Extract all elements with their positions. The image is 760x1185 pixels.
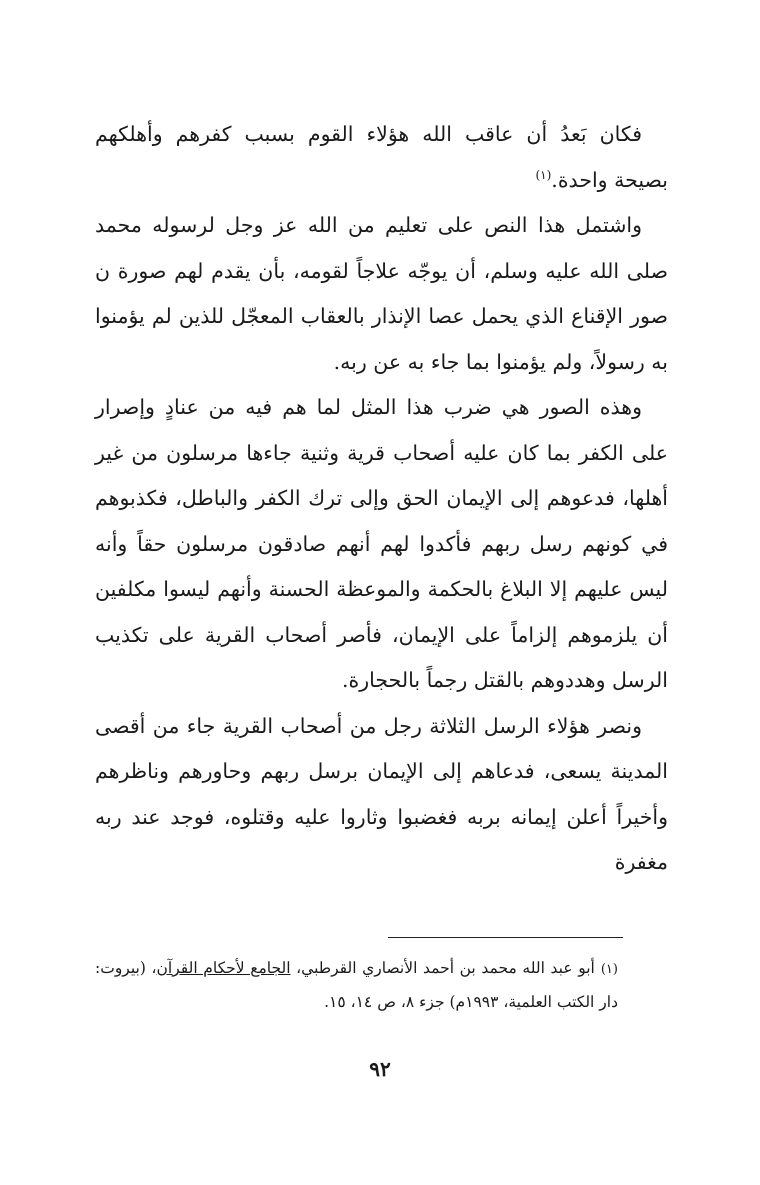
footnote-text (95, 952, 618, 1019)
footnote (95, 952, 618, 1019)
paragraph-3: وهذه الصور هي ضرب هذا المثل لما هم فيه من عنادٍ وإصرار على الكفر بما كان عليه أصحاب قرية وثنية جاءها مرسلون من غير أهلها، فدعوهم إلى الإيمان الحق وإلى ترك الكفر والباطل، فكذبوهم في كونهم رسل ربهم فأكدوا لهم أنهم صادقون مرسلون حقاً وأنه ليس عليهم إلا البلاغ بالحكمة والموعظة الحسنة وأنهم ليسوا مكلفين أن يلزموهم إلزاماً على الإيمان، فأصر أصحاب القرية على تكذيب الرسل وهددوهم بالقتل رجماً بالحجارة. (95, 395, 668, 692)
footnote-publication: ، (بيروت: دار الكتب العلمية، ١٩٩٣م) جزء ٨، ص ١٤، ١٥. (95, 959, 618, 1011)
footnote-book-title: الجامع لأحكام القرآن (156, 959, 291, 977)
paragraph-2: واشتمل هذا النص على تعليم من الله عز وجل لرسوله محمد صلى الله عليه وسلم، أن يوجّه علاجاً لقومه، بأن يقدم لهم صورة ن صور الإقناع الذي يحمل عصا الإنذار بالعقاب المعجّل للذين لم يؤمنوا به رسولاً، ولم يؤمنوا بما جاء به عن ربه. (95, 213, 668, 374)
paragraph-1 (95, 112, 668, 203)
paragraph-4: ونصر هؤلاء الرسل الثلاثة رجل من أصحاب القرية جاء من أقصى المدينة يسعى، فدعاهم إلى الإيمان برسل ربهم وحاورهم وناظرهم وأخيراً أعلن إيمانه بربه فغضبوا وثاروا عليه وقتلوه، فوجد عند ربه مغفرة (95, 713, 668, 874)
footnote-number: (١) (600, 962, 618, 977)
footnote-divider (388, 937, 623, 938)
footnote-marker: (١) (535, 167, 552, 182)
footnote-author: أبو عبد الله محمد بن أحمد الأنصاري القرطبي، (296, 959, 595, 977)
paragraph-1-text: فكان بَعدُ أن عاقب الله هؤلاء القوم بسبب كفرهم وأهلكهم بصيحة واحدة. (95, 122, 668, 192)
main-text (95, 112, 668, 886)
page-number: ٩٢ (369, 1057, 391, 1081)
